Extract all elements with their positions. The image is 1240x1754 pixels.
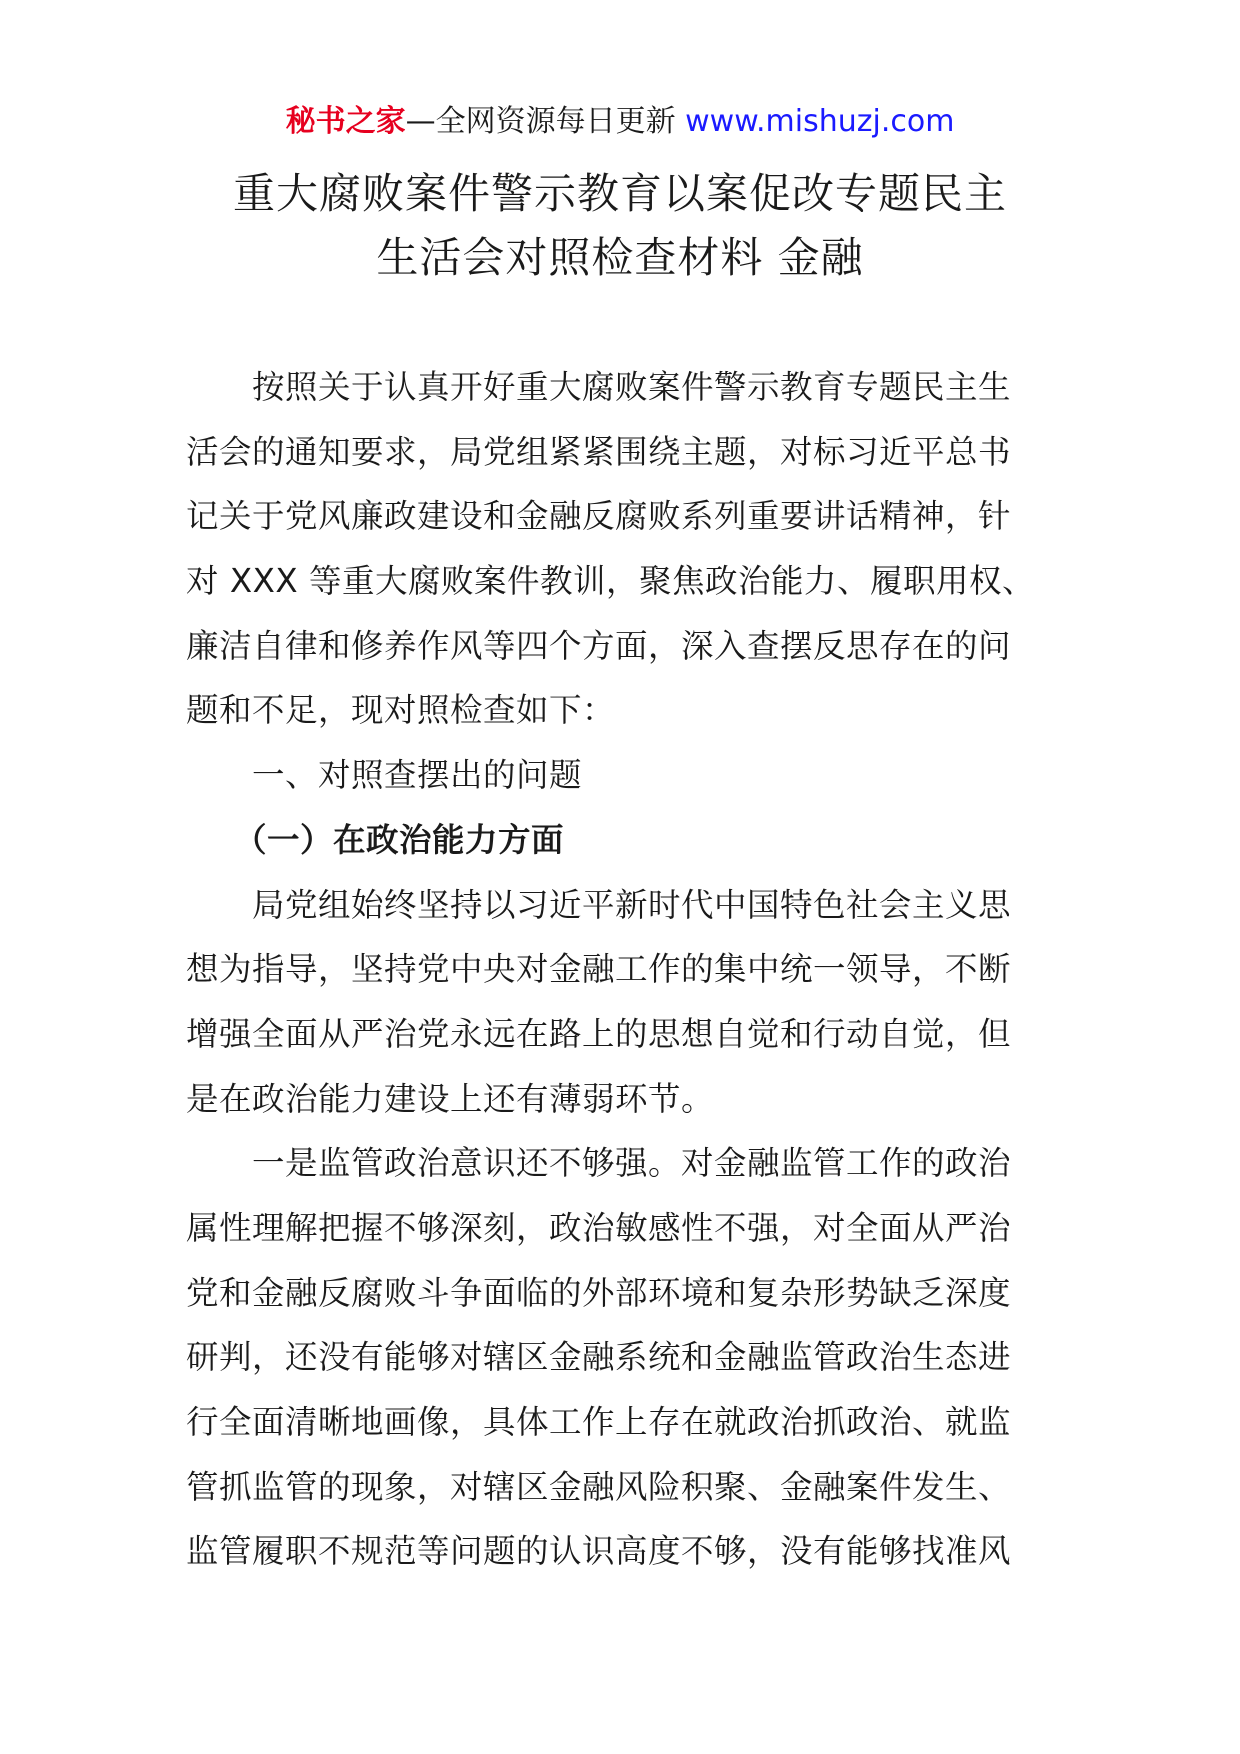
- paragraph-line: 研判，还没有能够对辖区金融系统和金融监管政治生态进: [186, 1338, 1012, 1377]
- site-url-link[interactable]: www.mishuzj.com: [685, 104, 955, 139]
- document-body: [186, 355, 1056, 1584]
- paragraph-line: 增强全面从严治党永远在路上的思想自觉和行动自觉，但: [186, 1014, 1012, 1053]
- title-line-2: 生活会对照检查材料 金融: [376, 233, 864, 282]
- paragraph-line: 一是监管政治意识还不够强。对金融监管工作的政治: [252, 1144, 1012, 1183]
- paragraph-line: 按照关于认真开好重大腐败案件警示教育专题民主生: [252, 368, 1012, 406]
- paragraph-line: 监管履职不规范等问题的认识高度不够，没有能够找准风: [186, 1532, 1012, 1571]
- section-heading: 一、对照查摆出的问题: [252, 756, 583, 795]
- banner-slogan: —全网资源每日更新: [405, 104, 686, 139]
- subsection-heading: （一）在政治能力方面: [234, 820, 565, 859]
- paragraph-line: 活会的通知要求，局党组紧紧围绕主题，对标习近平总书: [186, 432, 1012, 471]
- title-line-1: 重大腐败案件警示教育以案促改专题民主: [232, 169, 1007, 218]
- paragraph-line: 党和金融反腐败斗争面临的外部环境和复杂形势缺乏深度: [186, 1273, 1012, 1312]
- paragraph-line: 属性理解把握不够深刻，政治敏感性不强，对全面从严治: [186, 1208, 1012, 1247]
- paragraph-line: 行全面清晰地画像，具体工作上存在就政治抓政治、就监: [186, 1403, 1012, 1441]
- paragraph-line: 题和不足，现对照检查如下：: [186, 691, 616, 730]
- paragraph-line: 管抓监管的现象，对辖区金融风险积聚、金融案件发生、: [186, 1467, 1012, 1506]
- site-banner: [0, 100, 1240, 144]
- paragraph-line: 记关于党风廉政建设和金融反腐败系列重要讲话精神，针: [186, 497, 1012, 536]
- document-title: [150, 162, 1090, 290]
- paragraph-line: 局党组始终坚持以习近平新时代中国特色社会主义思: [252, 885, 1012, 924]
- brand-name: 秘书之家: [285, 104, 406, 139]
- paragraph-line: 廉洁自律和修养作风等四个方面，深入查摆反思存在的问: [186, 626, 1012, 665]
- paragraph-line: 想为指导，坚持党中央对金融工作的集中统一领导，不断: [186, 950, 1012, 989]
- paragraph-line: 对 XXX 等重大腐败案件教训，聚焦政治能力、履职用权、: [186, 562, 1035, 601]
- paragraph-line: 是在政治能力建设上还有薄弱环节。: [186, 1079, 715, 1118]
